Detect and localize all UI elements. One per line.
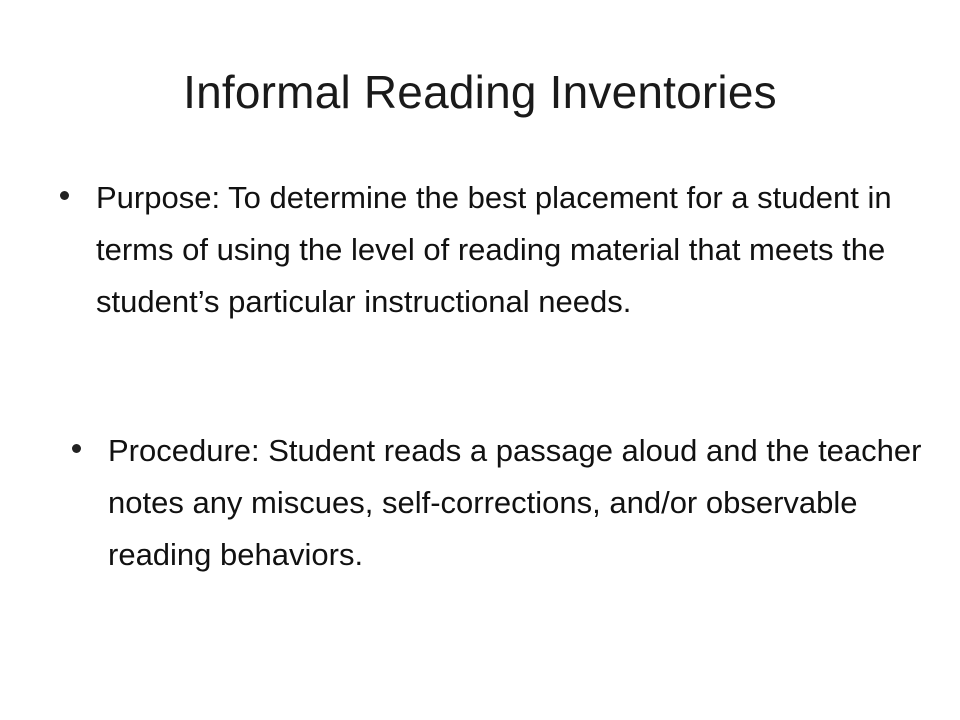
bullet-procedure-text: Procedure: Student reads a passage aloud and the teacher notes any miscues, self-corrections, and/or observable reading behaviors. xyxy=(108,433,922,572)
bullet-procedure xyxy=(72,425,932,581)
bullet-dot-icon xyxy=(60,191,69,200)
bullet-purpose-text: Purpose: To determine the best placement for a student in terms of using the level of reading material that meets the student’s particular instructional needs. xyxy=(96,180,892,319)
bullet-dot-icon xyxy=(72,444,81,453)
bullet-purpose xyxy=(60,172,910,328)
slide-title: Informal Reading Inventories xyxy=(183,66,777,118)
